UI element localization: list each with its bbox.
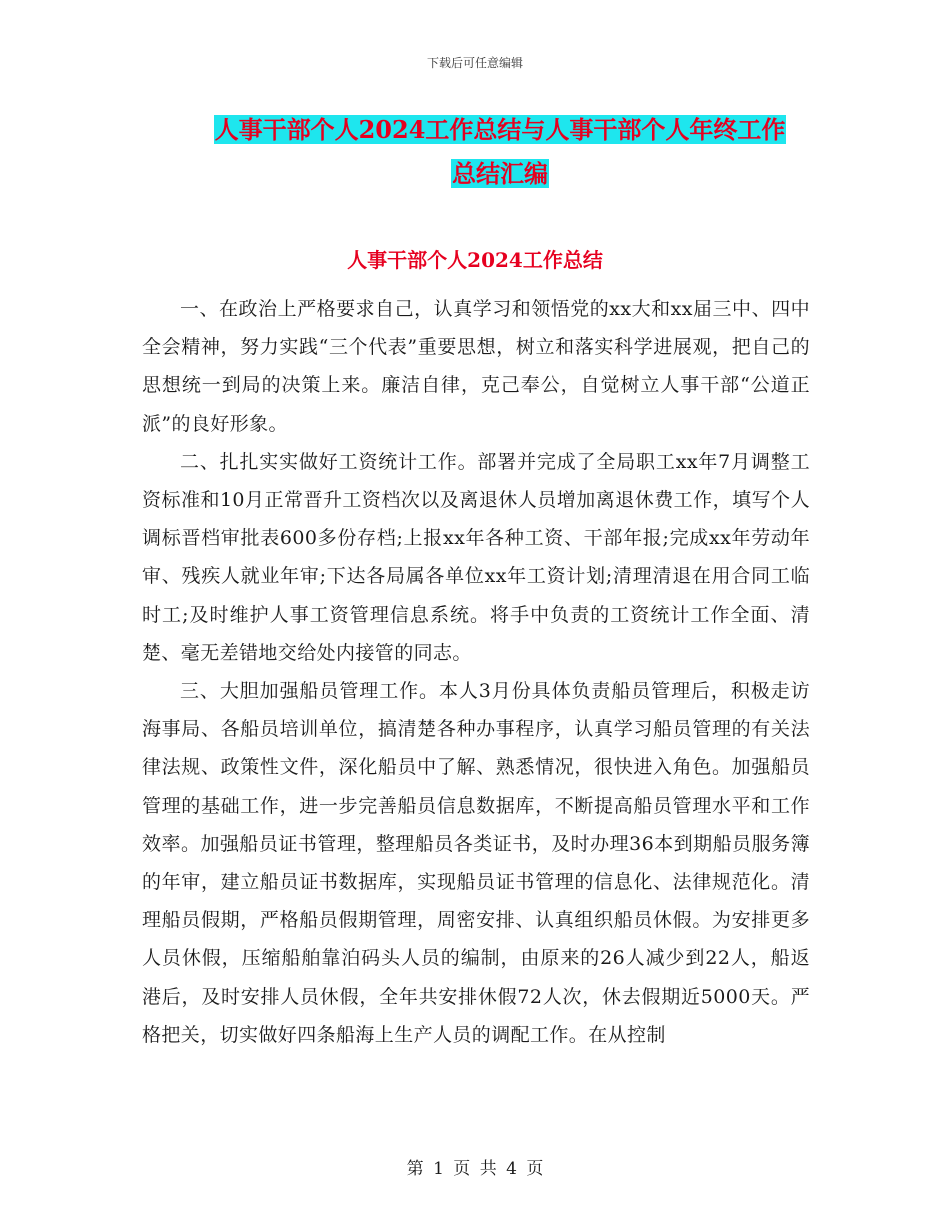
section-title: 人事干部个人2024工作总结 [347, 248, 603, 272]
paragraph-2: 二、扎扎实实做好工资统计工作。部署并完成了全局职工xx年7月调整工资标准和10月正常晋升工资档次以及离退休人员增加离退休费工作，填写个人调标晋档审批表600多份存档;上报xx年各种工资、干部年报;完成xx年劳动年审、残疾人就业年审;下达各局属各单位xx年工资计划;清理清退在用合同工临时工;及时维护人事工资管理信息系统。将手中负责的工资统计工作全面、清楚、毫无差错地交给处内接管的同志。 [142, 450, 810, 664]
paragraph-1: 一、在政治上严格要求自己，认真学习和领悟党的xx大和xx届三中、四中全会精神，努力实践“三个代表”重要思想，树立和落实科学进展观，把自己的思想统一到局的决策上来。廉洁自律，克己奉公，自觉树立人事干部“公道正派”的良好形象。 [142, 298, 810, 435]
paragraph-3: 三、大胆加强船员管理工作。本人3月份具体负责船员管理后，积极走访海事局、各船员培训单位，搞清楚各种办事程序，认真学习船员管理的有关法律法规、政策性文件，深化船员中了解、熟悉情况，很快进入角色。加强船员管理的基础工作，进一步完善船员信息数据库，不断提高船员管理水平和工作效率。加强船员证书管理，整理船员各类证书，及时办理36本到期船员服务簿的年审，建立船员证书数据库，实现船员证书管理的信息化、法律规范化。清理船员假期，严格船员假期管理，周密安排、认真组织船员休假。为安排更多人员休假，压缩船舶靠泊码头人员的编制，由原来的26人减少到22人，船返港后，及时安排人员休假，全年共安排休假72人次，休去假期近5000天。严格把关，切实做好四条船海上生产人员的调配工作。在从控制 [142, 680, 810, 1046]
document-title [150, 108, 850, 196]
document-title-line-1: 人事干部个人2024工作总结与人事干部个人年终工作 [214, 115, 786, 144]
page-header-note: 下载后可任意编辑 [426, 56, 523, 70]
document-title-line-2: 总结汇编 [452, 159, 548, 188]
document-body [142, 290, 810, 1054]
page-footer: 第 1 页 共 4 页 [406, 1159, 544, 1179]
